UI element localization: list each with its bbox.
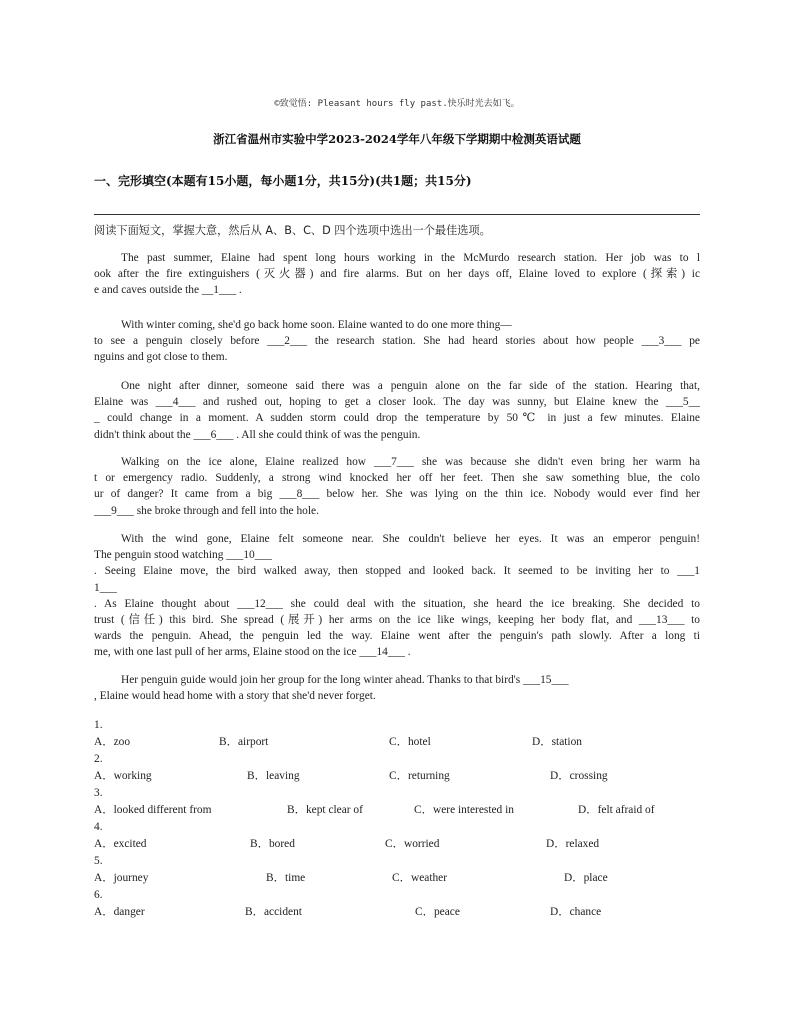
option-d[interactable]: D．chance bbox=[550, 906, 602, 918]
option-row bbox=[94, 734, 582, 751]
question-2 bbox=[94, 751, 608, 785]
text-line: ur of danger? It came from a big ___8___ below her. She was lying on the thin ice. Nobody would ever find her bbox=[94, 488, 700, 501]
option-d[interactable]: D．station bbox=[532, 736, 582, 748]
option-b[interactable]: B．time bbox=[266, 872, 306, 884]
question-6 bbox=[94, 887, 602, 921]
section-heading: 一、完形填空(本题有15小题，每小题1分，共15分)(共1题；共15分) bbox=[94, 174, 472, 188]
paragraph-2 bbox=[94, 317, 700, 366]
question-number: 1. bbox=[94, 719, 103, 731]
option-b[interactable]: B．airport bbox=[219, 736, 269, 748]
text-line: ___9___ she broke through and fell into the hole. bbox=[94, 504, 319, 517]
option-c[interactable]: C．hotel bbox=[389, 736, 431, 748]
option-row bbox=[94, 904, 602, 921]
text-line: e and caves outside the __1___ . bbox=[94, 284, 242, 297]
question-3 bbox=[94, 785, 655, 819]
text-line: With winter coming, she'd go back home soon. Elaine wanted to do one more thing— bbox=[121, 319, 512, 331]
option-c[interactable]: C．were interested in bbox=[414, 804, 514, 816]
text-line: . As Elaine thought about ___12___ she could deal with the situation, she heard the ice breaking. She decided to bbox=[94, 597, 700, 610]
option-c[interactable]: C．returning bbox=[389, 770, 450, 782]
text-line: didn't think about the ___6___ . All she could think of was the penguin. bbox=[94, 428, 421, 441]
question-1 bbox=[94, 717, 582, 751]
option-row bbox=[94, 836, 600, 853]
option-a[interactable]: A．working bbox=[94, 770, 152, 782]
option-c[interactable]: C．peace bbox=[415, 906, 460, 918]
text-line: Her penguin guide would join her group for the long winter ahead. Thanks to that bird's ___15___ bbox=[121, 674, 569, 686]
page-title: 浙江省温州市实验中学2023-2024学年八年级下学期期中检测英语试题 bbox=[213, 132, 581, 146]
option-d[interactable]: D．felt afraid of bbox=[578, 804, 655, 816]
text-line: _ could change in a moment. A sudden storm could drop the temperature by 50℃ in just a few minutes. Elaine bbox=[94, 412, 700, 425]
text-line: wards the penguin. Ahead, the penguin led the way. Elaine went after the penguin's path slowly. After a long ti bbox=[94, 630, 700, 643]
divider bbox=[94, 214, 700, 215]
text-line: Elaine was ___4___ and rushed out, hoping to get a closer look. The day was sunny, but Elaine knew the ___5__ bbox=[94, 396, 700, 409]
option-row bbox=[94, 870, 608, 887]
text-line: Walking on the ice alone, Elaine realized how ___7___ she was because she didn't even bring her warm ha bbox=[121, 456, 700, 468]
option-a[interactable]: A．danger bbox=[94, 906, 145, 918]
option-a[interactable]: A．zoo bbox=[94, 736, 131, 748]
instruction: 阅读下面短文，掌握大意，然后从 A、B、C、D 四个选项中选出一个最佳选项。 bbox=[94, 224, 491, 237]
paragraph-4 bbox=[94, 454, 700, 519]
text-line: 1___ bbox=[94, 581, 117, 594]
option-a[interactable]: A．excited bbox=[94, 838, 147, 850]
paragraph-3 bbox=[94, 378, 700, 443]
option-b[interactable]: B．kept clear of bbox=[287, 804, 363, 816]
text-line: me, with one last pull of her arms, Elaine stood on the ice ___14___ . bbox=[94, 646, 411, 659]
question-4 bbox=[94, 819, 600, 853]
text-line: ook after the fire extinguishers (灭火器) and fire alarms. But on her days off, Elaine loved to explore (探索) ic bbox=[94, 268, 700, 281]
text-line: t or emergency radio. Suddenly, a strong wind knocked her off her feet. Then she saw something blue, the colo bbox=[94, 472, 700, 485]
option-row bbox=[94, 802, 655, 819]
question-number: 6. bbox=[94, 889, 103, 901]
question-number: 3. bbox=[94, 787, 103, 799]
text-line: trust (信任) this bird. She spread (展开) her arms on the ice like wings, keeping her body flat, and ___13___ to bbox=[94, 613, 700, 626]
text-line: nguins and got close to them. bbox=[94, 351, 228, 364]
option-b[interactable]: B．accident bbox=[245, 906, 302, 918]
paragraph-1 bbox=[94, 250, 700, 299]
option-d[interactable]: D．crossing bbox=[550, 770, 608, 782]
option-a[interactable]: A．journey bbox=[94, 872, 149, 884]
option-b[interactable]: B．leaving bbox=[247, 770, 300, 782]
text-line: . Seeing Elaine move, the bird walked away, then stopped and looked back. It seemed to be inviting her to ___1 bbox=[94, 565, 700, 578]
header-note: ©致觉悟: Pleasant hours fly past.快乐时光去如飞。 bbox=[274, 99, 520, 109]
paragraph-6 bbox=[94, 672, 700, 704]
question-number: 2. bbox=[94, 753, 103, 765]
question-number: 5. bbox=[94, 855, 103, 867]
option-c[interactable]: C．weather bbox=[392, 872, 448, 884]
question-number: 4. bbox=[94, 821, 103, 833]
option-a[interactable]: A．looked different from bbox=[94, 804, 212, 816]
option-row bbox=[94, 768, 608, 785]
option-d[interactable]: D．place bbox=[564, 872, 608, 884]
option-b[interactable]: B．bored bbox=[250, 838, 295, 850]
text-line: to see a penguin closely before ___2___ the research station. She had heard stories about how people ___3___ pe bbox=[94, 335, 700, 348]
text-line: The penguin stood watching ___10___ bbox=[94, 549, 272, 562]
text-line: , Elaine would head home with a story that she'd never forget. bbox=[94, 690, 376, 703]
text-line: One night after dinner, someone said there was a penguin alone on the far side of the station. Hearing that, bbox=[121, 380, 700, 392]
paragraph-5 bbox=[94, 531, 700, 661]
text-line: With the wind gone, Elaine felt someone near. She couldn't believe her eyes. It was an emperor penguin! bbox=[121, 533, 700, 545]
option-c[interactable]: C．worried bbox=[385, 838, 440, 850]
text-line: The past summer, Elaine had spent long hours working in the McMurdo research station. Her job was to l bbox=[121, 252, 700, 264]
option-d[interactable]: D．relaxed bbox=[546, 838, 600, 850]
question-5 bbox=[94, 853, 608, 887]
